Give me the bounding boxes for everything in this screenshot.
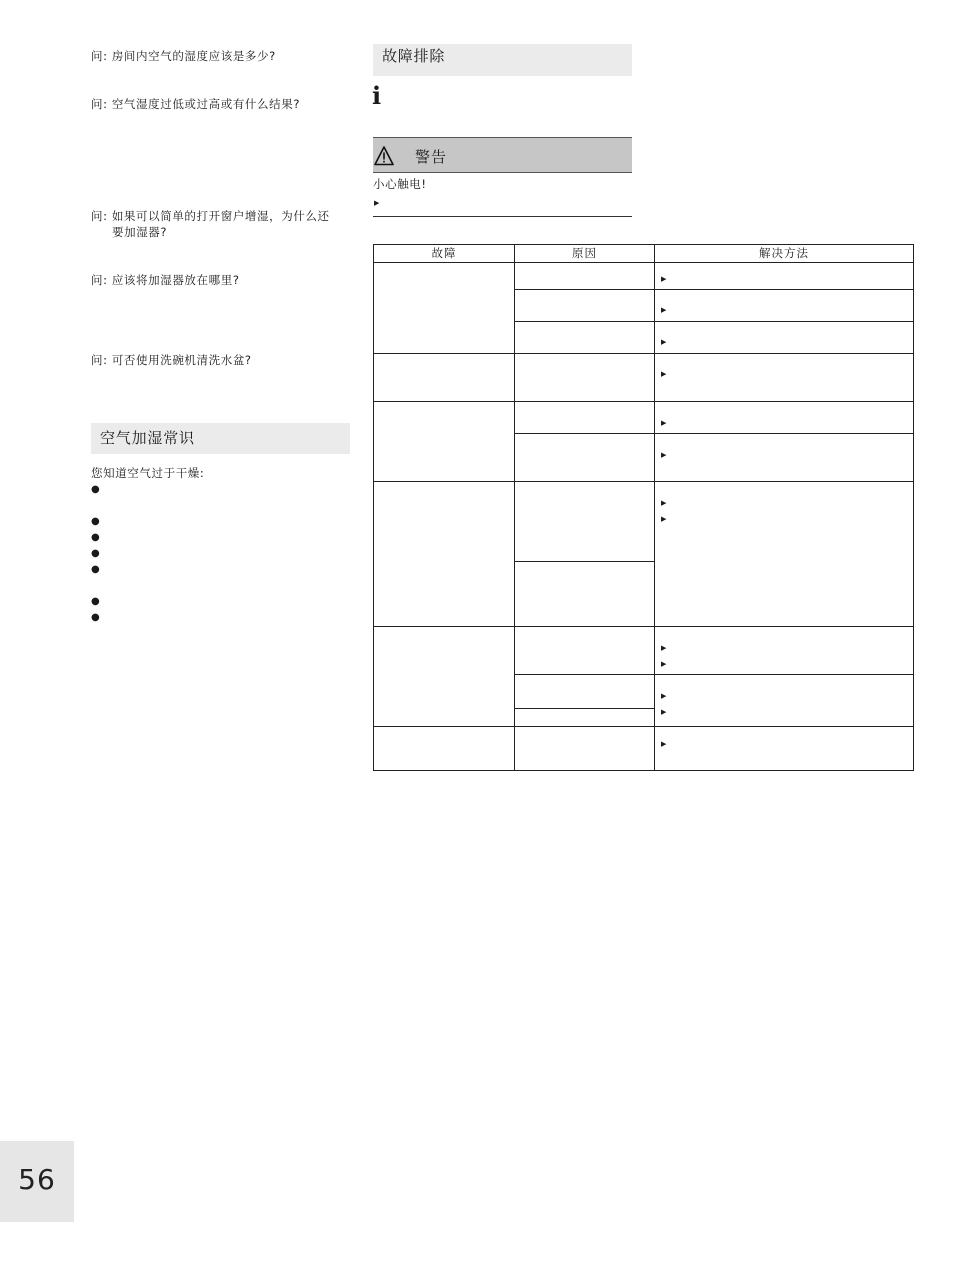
knowledge-section-title: 空气加湿常识 bbox=[91, 423, 350, 454]
cause-cell bbox=[515, 354, 655, 402]
solution-cell bbox=[655, 727, 914, 771]
bullet-icon: ● bbox=[91, 596, 100, 607]
cause-cell bbox=[515, 727, 655, 771]
header-solution: 解决方法 bbox=[655, 245, 914, 263]
arrow-bullet-icon: ▶ bbox=[661, 370, 667, 378]
cause-cell bbox=[515, 322, 655, 354]
warning-triangle-icon bbox=[374, 146, 394, 166]
bullet-icon: ● bbox=[91, 612, 100, 623]
arrow-bullet-icon: ▶ bbox=[661, 692, 667, 700]
arrow-bullet-icon: ▶ bbox=[661, 644, 667, 652]
bullet-icon: ● bbox=[91, 532, 100, 543]
arrow-bullet-icon: ▶ bbox=[661, 708, 667, 716]
question-humidity-effects: 问: 空气湿度过低或过高或有什么结果? bbox=[91, 97, 301, 111]
arrow-bullet-icon: ▶ bbox=[661, 660, 667, 668]
fault-cell bbox=[374, 402, 515, 482]
cause-cell bbox=[515, 627, 655, 675]
solution-cell bbox=[655, 627, 914, 675]
arrow-bullet-icon: ▶ bbox=[661, 419, 667, 427]
arrow-bullet-icon: ▶ bbox=[374, 199, 380, 207]
bullet-icon: ● bbox=[91, 564, 100, 575]
solution-cell bbox=[655, 263, 914, 290]
cause-cell bbox=[515, 290, 655, 322]
cause-cell bbox=[515, 709, 655, 727]
bullet-icon: ● bbox=[91, 548, 100, 559]
warning-bar bbox=[373, 137, 632, 173]
fault-cell bbox=[374, 627, 515, 727]
cause-cell bbox=[515, 675, 655, 709]
table-row bbox=[374, 482, 914, 562]
warning-text: 小心触电! bbox=[373, 177, 427, 191]
cause-cell bbox=[515, 434, 655, 482]
arrow-bullet-icon: ▶ bbox=[661, 740, 667, 748]
solution-cell bbox=[655, 402, 914, 434]
table-row bbox=[374, 263, 914, 290]
arrow-bullet-icon: ▶ bbox=[661, 338, 667, 346]
question-open-window: 问: 如果可以简单的打开窗户增湿，为什么还 bbox=[91, 209, 330, 223]
arrow-bullet-icon: ▶ bbox=[661, 515, 667, 523]
warning-title: 警告 bbox=[415, 148, 448, 166]
arrow-bullet-icon: ▶ bbox=[661, 306, 667, 314]
warning-bottom-rule bbox=[373, 216, 632, 217]
solution-cell bbox=[655, 675, 914, 727]
table-header-row bbox=[374, 245, 914, 263]
header-fault: 故障 bbox=[374, 245, 515, 263]
solution-cell bbox=[655, 290, 914, 322]
arrow-bullet-icon: ▶ bbox=[661, 499, 667, 507]
table-row bbox=[374, 402, 914, 434]
troubleshooting-table bbox=[373, 244, 914, 771]
question-dishwasher: 问: 可否使用洗碗机清洗水盆? bbox=[91, 353, 252, 367]
fault-cell bbox=[374, 482, 515, 627]
solution-cell bbox=[655, 482, 914, 627]
cause-cell bbox=[515, 562, 655, 627]
cause-cell bbox=[515, 402, 655, 434]
knowledge-intro: 您知道空气过于干燥: bbox=[91, 466, 205, 480]
question-open-window-line2: 要加湿器? bbox=[112, 225, 168, 239]
table-row bbox=[374, 354, 914, 402]
fault-cell bbox=[374, 354, 515, 402]
fault-cell bbox=[374, 727, 515, 771]
question-placement: 问: 应该将加湿器放在哪里? bbox=[91, 273, 240, 287]
table-row bbox=[374, 727, 914, 771]
solution-cell bbox=[655, 434, 914, 482]
table-row bbox=[374, 627, 914, 675]
arrow-bullet-icon: ▶ bbox=[661, 275, 667, 283]
cause-cell bbox=[515, 482, 655, 562]
fault-cell bbox=[374, 263, 515, 354]
troubleshooting-section-title: 故障排除 bbox=[373, 44, 632, 76]
question-room-humidity: 问: 房间内空气的湿度应该是多少? bbox=[91, 49, 276, 63]
solution-cell bbox=[655, 354, 914, 402]
bullet-icon: ● bbox=[91, 484, 100, 495]
solution-cell bbox=[655, 322, 914, 354]
page-number-box bbox=[0, 1141, 74, 1222]
cause-cell bbox=[515, 263, 655, 290]
arrow-bullet-icon: ▶ bbox=[661, 451, 667, 459]
bullet-icon: ● bbox=[91, 516, 100, 527]
header-cause: 原因 bbox=[515, 245, 655, 263]
page-number: 56 bbox=[18, 1163, 56, 1196]
info-icon: i bbox=[372, 81, 382, 110]
